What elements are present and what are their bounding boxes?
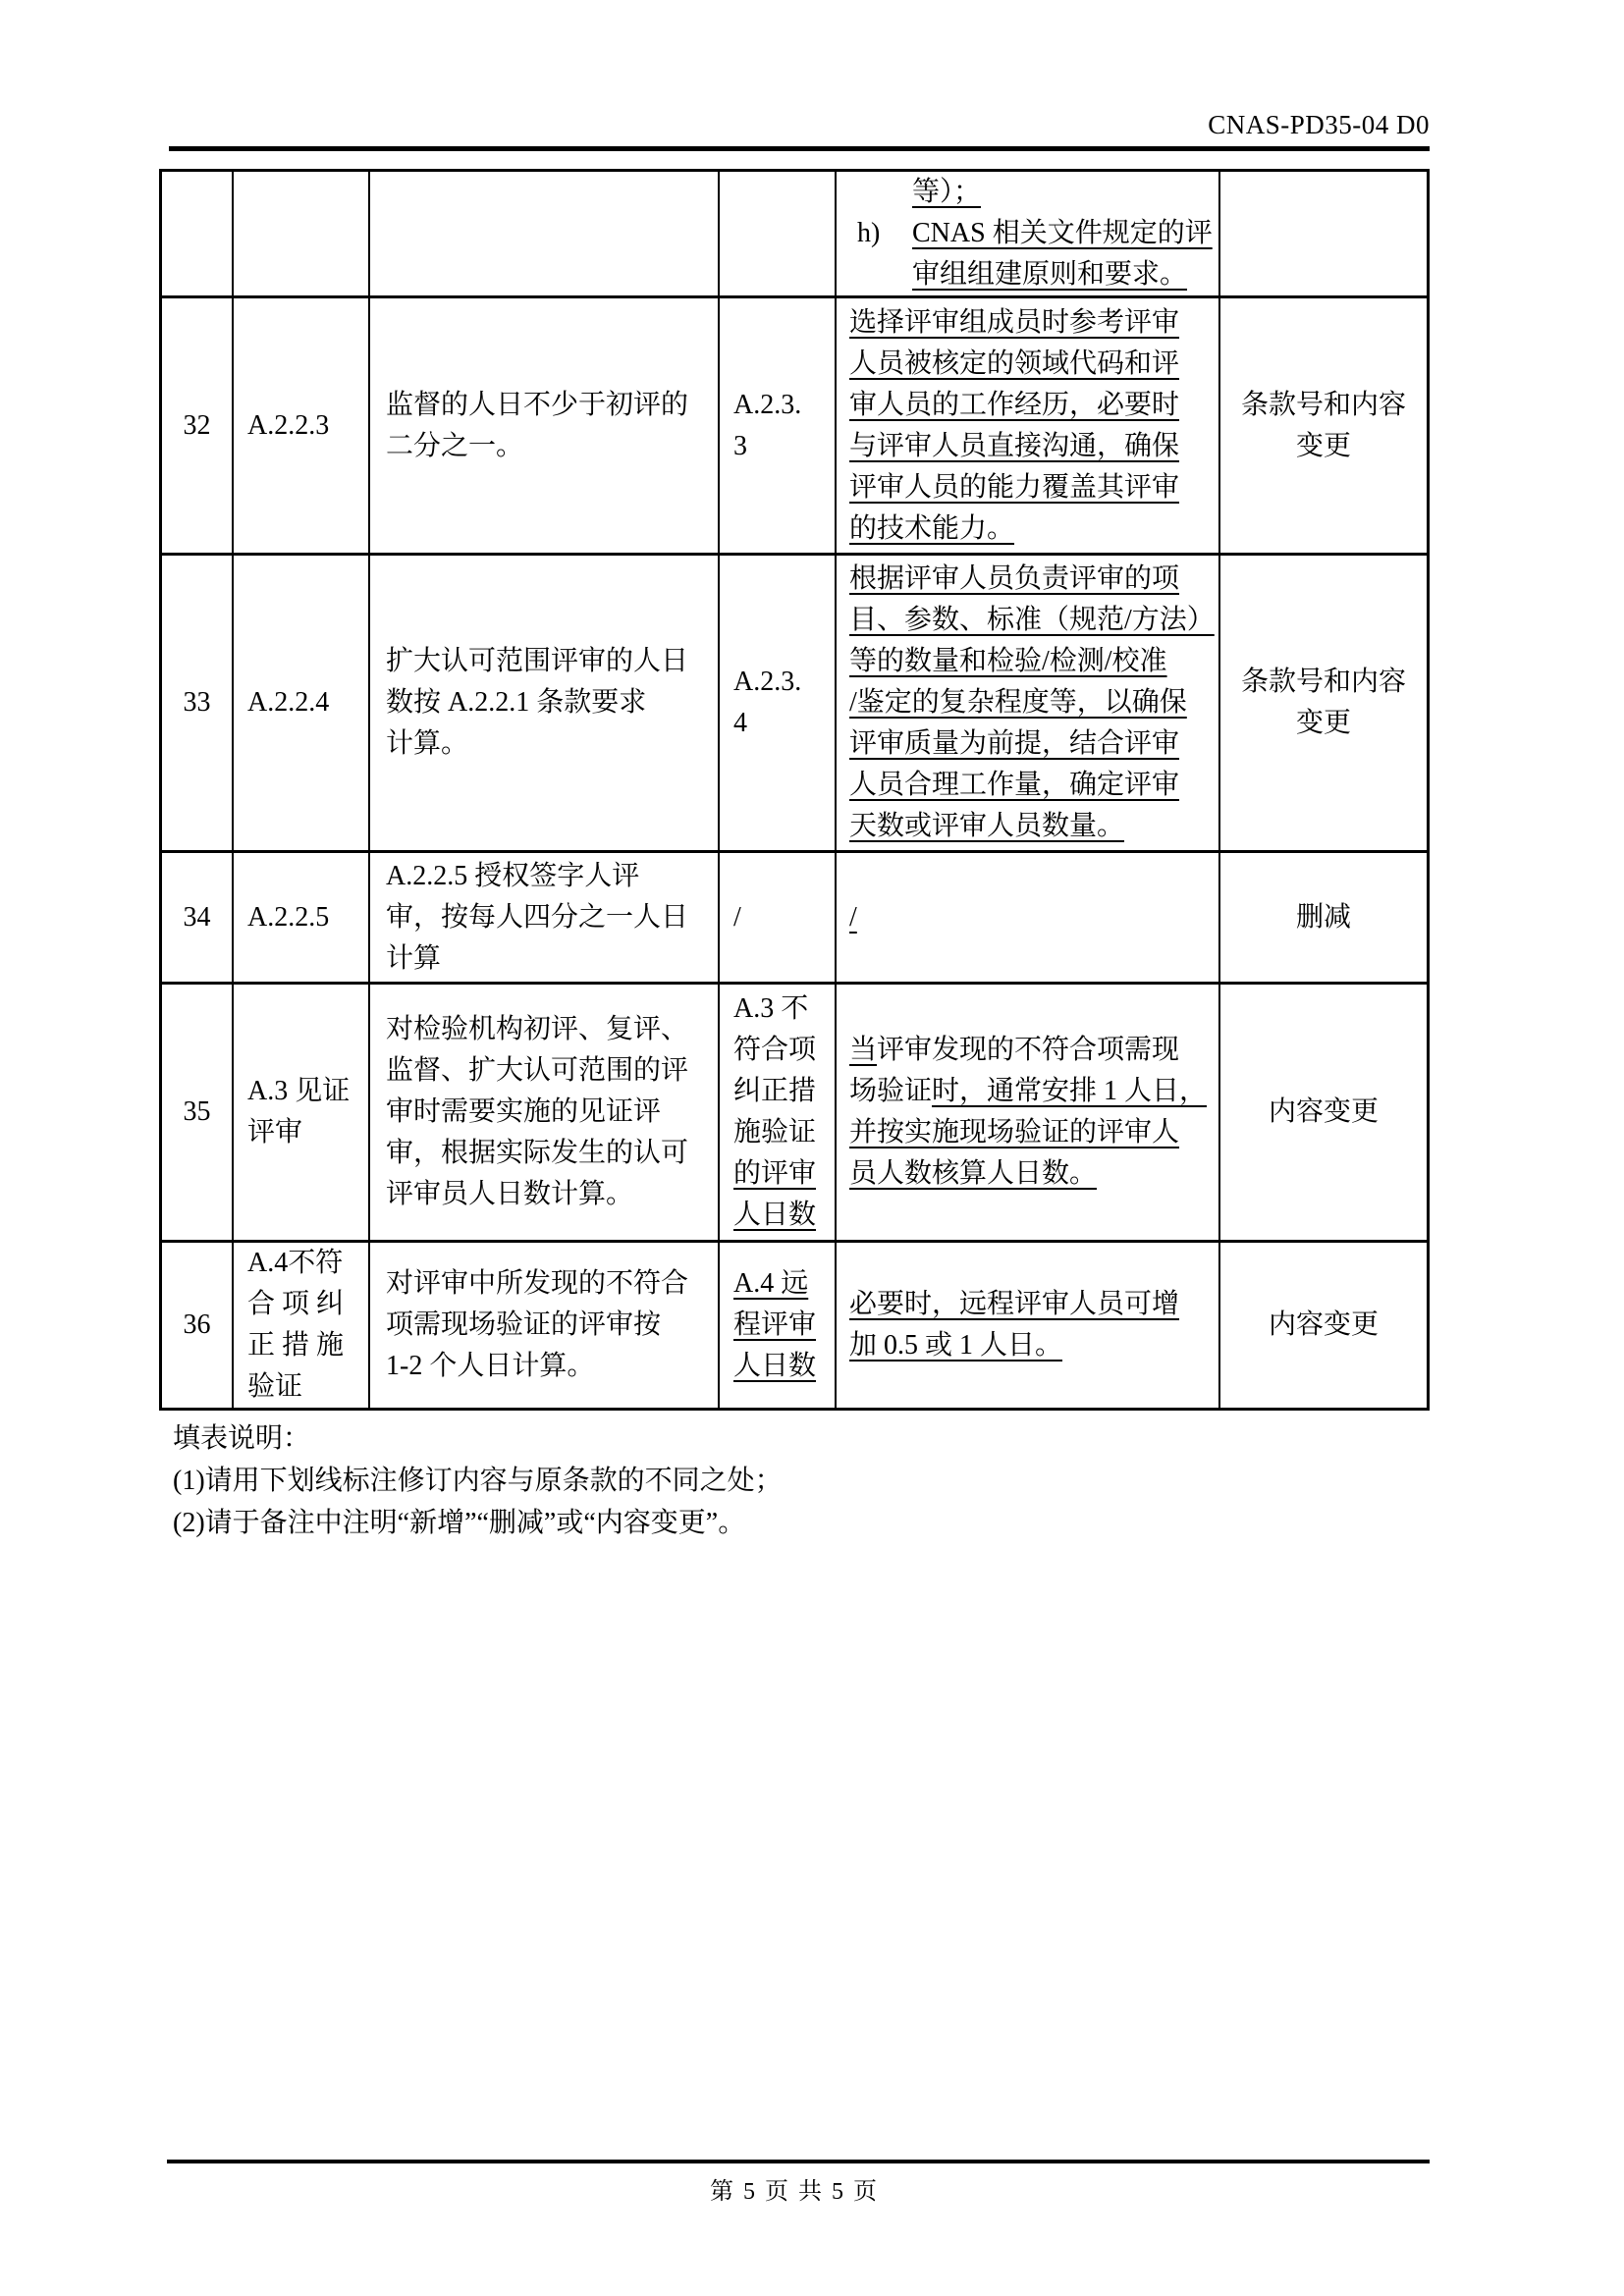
cell-text-line: A.3 见证 — [247, 1076, 351, 1106]
cell-text-line: 员人数核算人日数。 — [849, 1158, 1098, 1189]
cell-text-line: 监督、扩大认可范围的评 — [386, 1055, 689, 1086]
cell-remark — [1220, 985, 1427, 1240]
cell-text-line: 计算 — [386, 942, 442, 974]
cell-text-line: 对检验机构初评、复评、 — [386, 1014, 689, 1044]
cell-text-line: 审组组建原则和要求。 — [912, 259, 1188, 290]
cell-text-line: 选择评审组成员时参考评审 — [849, 306, 1180, 338]
cell-text-line: 符合项 — [733, 1035, 817, 1065]
cell-text-line: 删减 — [1295, 901, 1351, 933]
cell-new-clause — [720, 853, 837, 982]
table-row — [162, 172, 1427, 298]
table-row — [162, 298, 1427, 556]
cell-text-line: 的评审 — [733, 1158, 817, 1189]
cell-text-line: A.4 远 — [733, 1268, 809, 1299]
cell-text-line: 33 — [183, 687, 211, 718]
table-row — [162, 853, 1427, 985]
cell-new-content — [837, 298, 1220, 553]
cell-text-line: 合 项 纠 — [247, 1289, 345, 1319]
cell-text-line: 1-2 个人日计算。 — [386, 1351, 595, 1381]
cell-text-line: 变更 — [1295, 430, 1351, 461]
cell-text-line: 内容变更 — [1268, 1309, 1379, 1340]
cell-text-line: A.2.2.4 — [247, 687, 330, 718]
cell-original — [370, 172, 720, 295]
cell-text-line: A.2.3. — [733, 667, 802, 697]
cell-text-line: 评审人员的能力覆盖其评审 — [849, 471, 1180, 503]
cell-text-line: 35 — [183, 1096, 211, 1127]
cell-new-content — [837, 556, 1220, 850]
document-code-label: CNAS-PD35-04 D0 — [1208, 110, 1430, 139]
cell-text-line: 人员合理工作量，确定评审 — [849, 770, 1180, 800]
cell-new-content — [837, 853, 1220, 982]
cell-text-line: A.2.2.5 — [247, 901, 330, 933]
cell-text-line: A.2.2.5 授权签字人评 — [386, 860, 640, 891]
cell-no — [162, 985, 234, 1240]
cell-new-clause — [720, 985, 837, 1240]
table-row — [162, 1243, 1427, 1408]
cell-no — [162, 556, 234, 850]
cell-original — [370, 853, 720, 982]
cell-text-line: 项需现场验证的评审按 — [386, 1309, 662, 1340]
cell-text-line: 目、参数、标准（规范/方法） — [849, 605, 1215, 635]
fill-instructions-title: 填表说明： — [173, 1423, 311, 1454]
cell-new-clause — [720, 298, 837, 553]
cell-clause — [234, 1243, 370, 1408]
cell-original — [370, 556, 720, 850]
cell-new-clause — [720, 172, 837, 295]
cell-original — [370, 298, 720, 553]
cell-text-line: 审，根据实际发生的认可 — [386, 1138, 689, 1168]
cell-text-line: 必要时，远程评审人员可增 — [849, 1289, 1180, 1319]
cell-text-line: 监督的人日不少于初评的 — [386, 389, 689, 420]
revision-table — [159, 169, 1430, 1411]
cell-remark — [1220, 1243, 1427, 1408]
cell-text-line: 数按 A.2.2.1 条款要求 — [386, 687, 647, 718]
cell-clause — [234, 853, 370, 982]
cell-text-line: 4 — [733, 708, 747, 738]
cell-text-line: 并按实施现场验证的评审人 — [849, 1117, 1180, 1148]
cell-text-line: 审时需要实施的见证评 — [386, 1096, 662, 1127]
cell-original — [370, 1243, 720, 1408]
cell-text-line: 二分之一。 — [386, 430, 524, 461]
cell-text-line: 条款号和内容 — [1240, 389, 1406, 420]
table-row — [162, 985, 1427, 1243]
cell-remark — [1220, 172, 1427, 295]
cell-text-line: A.4不符 — [247, 1248, 344, 1278]
cell-new-content — [837, 172, 1220, 295]
cell-text-line: 纠正措 — [733, 1076, 817, 1106]
cell-no — [162, 1243, 234, 1408]
table-row — [162, 556, 1427, 853]
cell-text-line: h) CNAS 相关文件规定的评 — [857, 218, 1213, 248]
cell-clause — [234, 298, 370, 553]
cell-text-line: 的技术能力。 — [849, 512, 1015, 544]
cell-no — [162, 298, 234, 553]
cell-text-line: 32 — [183, 409, 211, 441]
cell-clause — [234, 985, 370, 1240]
cell-text-line: 等的数量和检验/检测/校准 — [849, 646, 1167, 676]
cell-text-line: 36 — [183, 1309, 211, 1340]
cell-text-line: 条款号和内容 — [1240, 667, 1406, 697]
cell-text-line: 审，按每人四分之一人日 — [386, 901, 689, 933]
cell-text-line: 评审员人日数计算。 — [386, 1179, 634, 1209]
cell-text-line: 变更 — [1295, 708, 1351, 738]
cell-remark — [1220, 298, 1427, 553]
cell-text-line: 评审 — [247, 1117, 303, 1148]
cell-remark — [1220, 556, 1427, 850]
cell-text-line: 审人员的工作经历，必要时 — [849, 389, 1180, 420]
cell-text-line: /鉴定的复杂程度等，以确保 — [849, 687, 1187, 718]
cell-text-line: 验证 — [247, 1371, 303, 1402]
cell-text-line: 等）； — [912, 177, 982, 207]
cell-text-line: / — [733, 901, 741, 933]
cell-new-content — [837, 985, 1220, 1240]
cell-text-line: 场验证时，通常安排 1 人日， — [849, 1076, 1208, 1106]
cell-text-line: 与评审人员直接沟通，确保 — [849, 430, 1180, 461]
fill-instruction-item: (2)请于备注中注明“新增”“删减”或“内容变更”。 — [173, 1508, 746, 1538]
cell-text-line: 计算。 — [386, 728, 469, 759]
cell-text-line: 3 — [733, 430, 747, 461]
cell-text-line: 34 — [183, 901, 211, 933]
cell-text-line: 根据评审人员负责评审的项 — [849, 563, 1180, 594]
cell-text-line: A.2.2.3 — [247, 409, 330, 441]
fill-instructions — [173, 1417, 783, 1544]
cell-remark — [1220, 853, 1427, 982]
cell-text-line: 人日数 — [733, 1351, 817, 1381]
cell-text-line: 内容变更 — [1268, 1096, 1379, 1127]
cell-text-line: 评审质量为前提，结合评审 — [849, 728, 1180, 759]
fill-instruction-item: (1)请用下划线标注修订内容与原条款的不同之处； — [173, 1466, 783, 1496]
cell-new-content — [837, 1243, 1220, 1408]
footer-rule — [167, 2160, 1430, 2163]
cell-no — [162, 172, 234, 295]
header-rule — [169, 146, 1430, 151]
cell-text-line: 加 0.5 或 1 人日。 — [849, 1330, 1063, 1361]
cell-text-line: 对评审中所发现的不符合 — [386, 1268, 689, 1299]
cell-original — [370, 985, 720, 1240]
cell-text-line: A.2.3. — [733, 389, 802, 420]
cell-text-line: 程评审 — [733, 1309, 817, 1340]
cell-clause — [234, 556, 370, 850]
cell-text-line: A.3 不 — [733, 993, 809, 1024]
cell-new-clause — [720, 1243, 837, 1408]
cell-text-line: 施验证 — [733, 1117, 817, 1148]
page-number-label: 第 5 页 共 5 页 — [710, 2179, 879, 2205]
cell-text-line: / — [849, 901, 857, 933]
cell-text-line: 正 措 施 — [247, 1330, 345, 1361]
cell-clause — [234, 172, 370, 295]
cell-new-clause — [720, 556, 837, 850]
cell-text-line: 当评审发现的不符合项需现 — [849, 1035, 1180, 1065]
cell-text-line: 人日数 — [733, 1200, 817, 1230]
cell-no — [162, 853, 234, 982]
cell-text-line: 扩大认可范围评审的人日 — [386, 646, 689, 676]
cell-text-line: 天数或评审人员数量。 — [849, 811, 1125, 841]
cell-text-line: 人员被核定的领域代码和评 — [849, 347, 1180, 379]
